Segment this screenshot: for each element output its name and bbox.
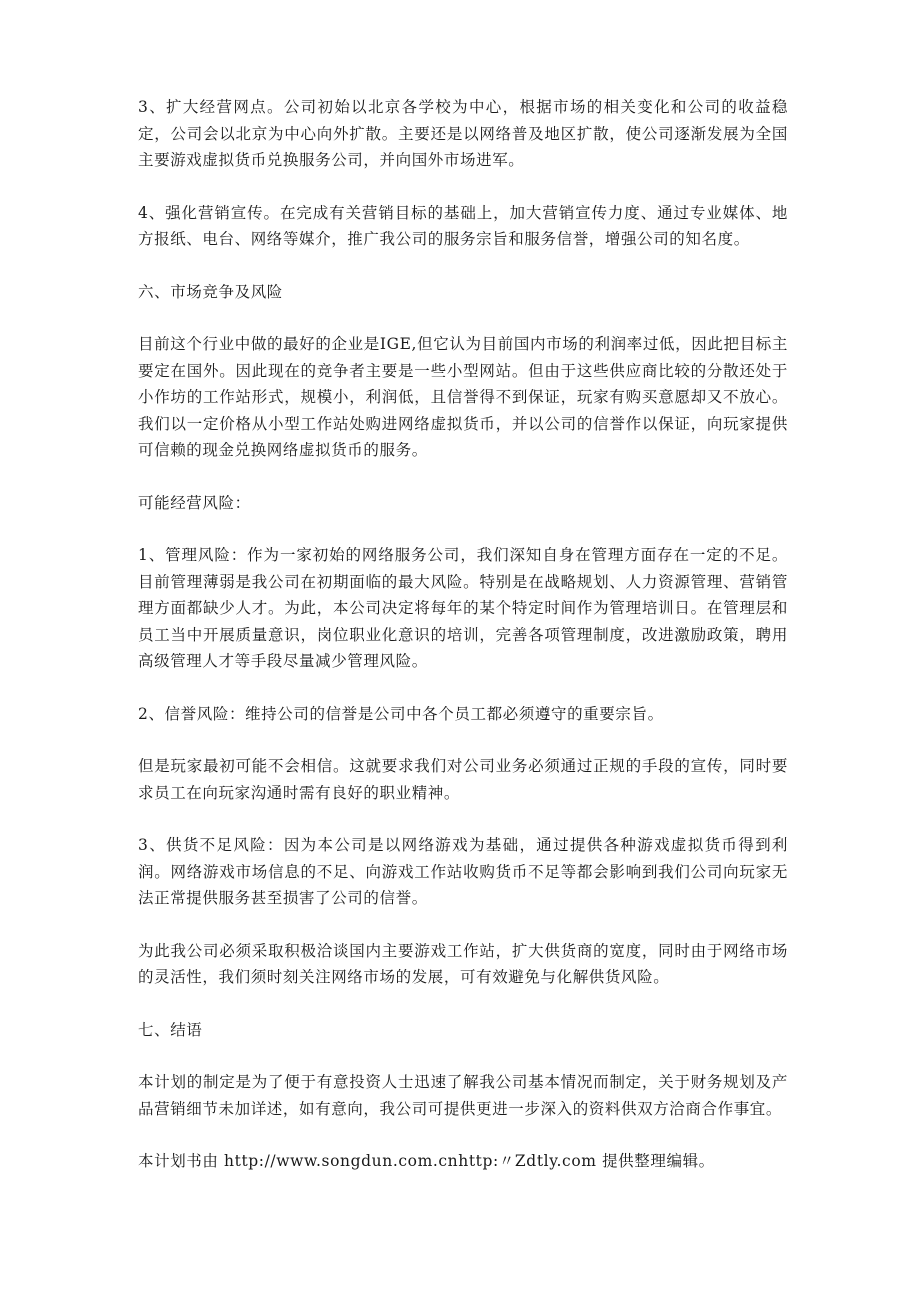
paragraph-management-risk: 1、管理风险：作为一家初始的网络服务公司，我们深知自身在管理方面存在一定的不足。目前管理薄弱是我公司在初期面临的最大风险。特别是在战略规划、人力资源管理、营销管理方面都缺少人才。为此，本公司决定将每年的某个特定时间作为管理培训日。在管理层和员工当中开展质量意识，岗位职业化意识的培训，完善各项管理制度，改进激励政策，聘用高级管理人才等手段尽量减少管理风险。 [138, 546, 788, 670]
paragraph-expand-outlets: 3、扩大经营网点。公司初始以北京各学校为中心，根据市场的相关变化和公司的收益稳定，公司会以北京为中心向外扩散。主要还是以网络普及地区扩散，使公司逐渐发展为全国主要游戏虚拟货币兑换服务公司，并向国外市场进军。 [138, 98, 788, 169]
paragraph-player-trust: 但是玩家最初可能不会相信。这就要求我们对公司业务必须通过正规的手段的宣传，同时要求员工在向玩家沟通时需有良好的职业精神。 [138, 757, 788, 802]
document-body [138, 94, 788, 1201]
paragraph-supply-risk: 3、供货不足风险：因为本公司是以网络游戏为基础，通过提供各种游戏虚拟货币得到利润。网络游戏市场信息的不足、向游戏工作站收购货币不足等都会影响到我们公司向玩家无法正常提供服务甚至损害了公司的信誉。 [138, 836, 788, 907]
paragraph-competition: 目前这个行业中做的最好的企业是IGE,但它认为目前国内市场的利润率过低，因此把目标主要定在国外。因此现在的竞争者主要是一些小型网站。但由于这些供应商比较的分散还处于小作坊的工作站形式，规模小，利润低，且信誉得不到保证，玩家有购买意愿却又不放心。我们以一定价格从小型工作站处购进网络虚拟货币，并以公司的信誉作以保证，向玩家提供可信赖的现金兑换网络虚拟货币的服务。 [138, 335, 788, 459]
subheading-possible-risks: 可能经营风险： [138, 493, 251, 512]
paragraph-supply-mitigation: 为此我公司必须采取积极洽谈国内主要游戏工作站，扩大供货商的宽度，同时由于网络市场的灵活性，我们须时刻关注网络市场的发展，可有效避免与化解供货风险。 [138, 941, 788, 986]
paragraph-strengthen-marketing: 4、强化营销宣传。在完成有关营销目标的基础上，加大营销宣传力度、通过专业媒体、地方报纸、电台、网络等媒介，推广我公司的服务宗旨和服务信誉，增强公司的知名度。 [138, 203, 788, 248]
section-heading-competition-risk: 六、市场竞争及风险 [138, 282, 283, 301]
section-heading-conclusion: 七、结语 [138, 1020, 203, 1039]
paragraph-conclusion: 本计划的制定是为了便于有意投资人士迅速了解我公司基本情况而制定，关于财务规划及产品营销细节未加详述，如有意向，我公司可提供更进一步深入的资料供双方洽商合作事宜。 [138, 1073, 788, 1118]
paragraph-source-note: 本计划书由 http://www.songdun.com.cnhttp:〃Zdtly.com 提供整理编辑。 [138, 1152, 715, 1170]
paragraph-credit-risk: 2、信誉风险：维持公司的信誉是公司中各个员工都必须遵守的重要宗旨。 [138, 704, 664, 723]
